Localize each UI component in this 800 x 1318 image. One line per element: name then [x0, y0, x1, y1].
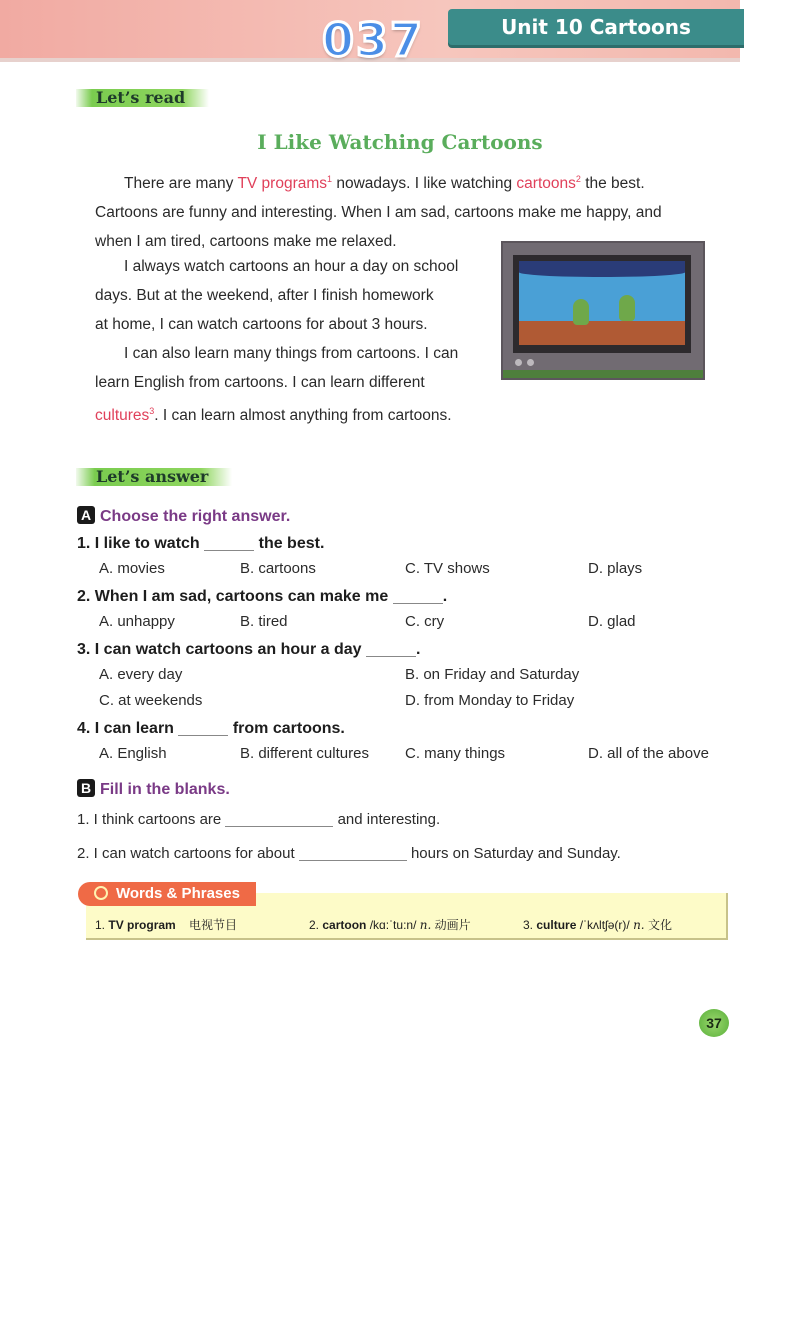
frog-puppet-left-icon — [573, 299, 589, 325]
stage-floor — [519, 321, 685, 345]
answer-blank[interactable] — [204, 534, 254, 551]
q1-option-d[interactable]: D. plays — [588, 560, 643, 577]
tv-stage-backdrop — [519, 261, 685, 345]
q3-option-d[interactable]: D. from Monday to Friday — [405, 692, 575, 709]
lets-answer-tag: Let’s answer — [76, 468, 232, 486]
vocab-word: cartoon — [322, 918, 367, 932]
question-3: 3. I can watch cartoons an hour a day . — [77, 641, 421, 658]
vocab-meaning: 动画片 — [434, 918, 471, 932]
tv-illustration — [501, 241, 705, 380]
vocab-item-3: 3. culture /ˈkʌltʃə(r)/ n. 文化 — [523, 918, 672, 932]
section-b-letter: B — [77, 779, 95, 797]
paragraph-2-line-3: at home, I can watch cartoons for about 3 hours. — [95, 316, 428, 333]
q2-option-b[interactable]: B. tired — [240, 613, 288, 630]
question-4: 4. I can learn from cartoons. — [77, 720, 345, 737]
fill-blank-input[interactable] — [225, 810, 333, 827]
q3-option-c[interactable]: C. at weekends — [99, 692, 203, 709]
tv-screen — [513, 255, 691, 353]
bullet-ring-icon — [94, 886, 108, 900]
answer-blank[interactable] — [393, 587, 443, 604]
unit-title: Unit 10 Cartoons — [501, 15, 691, 39]
q3-option-a[interactable]: A. every day — [99, 666, 183, 683]
q4-option-b[interactable]: B. different cultures — [240, 745, 369, 762]
unit-title-tab — [448, 9, 744, 45]
big-page-number: 037 — [322, 13, 425, 67]
paragraph-2-line-1: I always watch cartoons an hour a day on school — [124, 258, 459, 275]
q2-option-a[interactable]: A. unhappy — [99, 613, 175, 630]
paragraph-1-line-2: Cartoons are funny and interesting. When I am sad, cartoons make me happy, and — [95, 204, 662, 222]
q3-option-b[interactable]: B. on Friday and Saturday — [405, 666, 580, 683]
lets-read-tag: Let’s read — [76, 89, 209, 107]
paragraph-3-line-3: cultures$^3$. I can learn almost anything from cartoons. — [95, 406, 452, 425]
tv-base — [503, 370, 703, 378]
vocab-phonetic: /ˈkʌltʃə(r)/ — [579, 918, 630, 932]
words-phrases-tab: Words & Phrases — [78, 882, 256, 906]
fill-item-2: 2. I can watch cartoons for about hours on Saturday and Sunday. — [77, 845, 621, 862]
section-a-heading: A Choose the right answer. — [77, 506, 290, 526]
q2-option-c[interactable]: C. cry — [405, 613, 445, 630]
answer-blank[interactable] — [178, 719, 228, 736]
vocab-word: culture — [536, 918, 577, 932]
section-b-heading: B Fill in the blanks. — [77, 779, 230, 799]
q4-option-d[interactable]: D. all of the above — [588, 745, 709, 762]
vocab-item-1: 1. TV program 电视节目 — [95, 918, 238, 932]
q4-option-a[interactable]: A. English — [99, 745, 167, 762]
q1-option-a[interactable]: A. movies — [99, 560, 165, 577]
vocab-pos: n. — [419, 918, 432, 932]
vocab-meaning: 文化 — [647, 918, 672, 932]
paragraph-3 — [95, 339, 485, 430]
paragraph-1-line-3: when I am tired, cartoons make me relaxed. — [95, 233, 397, 251]
vocab-item-2: 2. cartoon /kɑ:ˈtu:n/ n. 动画片 — [309, 918, 471, 932]
answer-blank[interactable] — [366, 640, 416, 657]
term-tv-programs: TV programs — [237, 175, 328, 193]
vocab-word: TV program — [108, 918, 176, 932]
reading-title: I Like Watching Cartoons — [257, 130, 543, 154]
vocab-pos: n. — [633, 918, 645, 932]
paragraph-1-line-1: There are many TV programs$^1$ nowadays. I like watching cartoons$^2$ the best. — [124, 174, 645, 193]
frog-puppet-right-icon — [619, 295, 635, 321]
q1-option-c[interactable]: C. TV shows — [405, 560, 490, 577]
q4-option-c[interactable]: C. many things — [405, 745, 506, 762]
q2-option-d[interactable]: D. glad — [588, 613, 636, 630]
term-cultures: cultures — [95, 407, 150, 425]
page-number-badge: 37 — [699, 1009, 729, 1037]
stage-curtain — [519, 261, 685, 277]
fill-blank-input[interactable] — [299, 844, 407, 861]
paragraph-2 — [95, 252, 485, 339]
question-2: 2. When I am sad, cartoons can make me . — [77, 588, 448, 605]
section-a-letter: A — [77, 506, 95, 524]
vocab-meaning: 电视节目 — [189, 918, 238, 932]
question-1: 1. I like to watch the best. — [77, 535, 325, 552]
vocab-phonetic: /kɑ:ˈtu:n/ — [369, 918, 417, 932]
q1-option-b[interactable]: B. cartoons — [240, 560, 316, 577]
paragraph-3-line-2: learn English from cartoons. I can learn different — [95, 374, 425, 391]
tv-knob-icon — [515, 359, 522, 366]
tv-knob-icon — [527, 359, 534, 366]
paragraph-2-line-2: days. But at the weekend, after I finish homework — [95, 287, 434, 304]
paragraph-3-line-1: I can also learn many things from cartoons. I can — [124, 345, 459, 362]
term-cartoons: cartoons — [516, 175, 576, 193]
fill-item-1: 1. I think cartoons are and interesting. — [77, 811, 441, 828]
